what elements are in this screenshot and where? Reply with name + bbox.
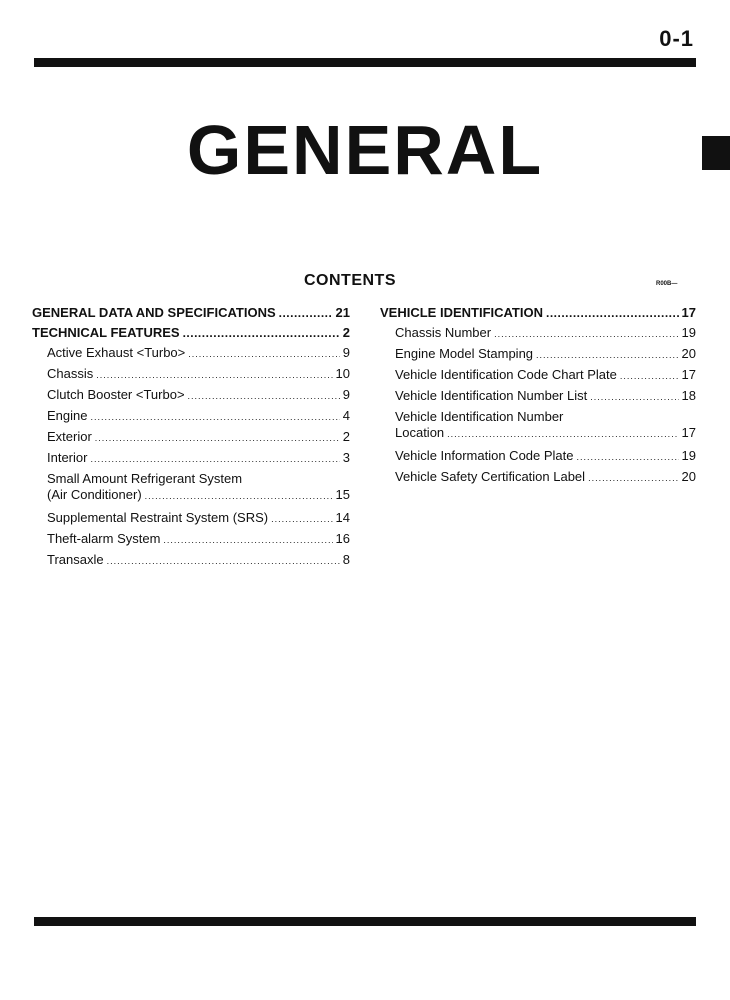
toc-entry[interactable] <box>380 467 696 488</box>
toc-page: 20 <box>681 469 696 484</box>
dot-leader <box>90 407 339 427</box>
dot-leader <box>95 428 340 448</box>
toc-entry[interactable] <box>32 487 350 504</box>
toc-label: GENERAL DATA AND SPECIFICATIONS <box>32 305 276 320</box>
dot-leader <box>188 344 340 364</box>
toc-entry[interactable] <box>32 364 350 385</box>
contents-left-column <box>32 303 350 571</box>
toc-page: 18 <box>681 388 696 403</box>
dot-leader <box>145 488 333 504</box>
toc-entry[interactable] <box>32 550 350 571</box>
toc-page: 3 <box>342 450 350 465</box>
toc-page: 19 <box>681 448 696 463</box>
toc-page: 21 <box>335 305 350 320</box>
toc-label: Active Exhaust <Turbo> <box>47 345 186 360</box>
toc-entry-vehicle-identification[interactable] <box>380 303 696 323</box>
dot-leader <box>279 303 333 323</box>
dot-leader <box>588 468 678 488</box>
dot-leader <box>546 303 679 323</box>
toc-page: 2 <box>342 325 350 340</box>
toc-page: 9 <box>342 387 350 402</box>
top-rule <box>34 58 696 67</box>
toc-page: 8 <box>342 552 350 567</box>
dot-leader <box>163 530 332 550</box>
toc-label: Interior <box>47 450 88 465</box>
reference-code: R00B— <box>656 281 678 287</box>
toc-label-line1[interactable]: Vehicle Identification Number <box>395 409 564 424</box>
toc-entry[interactable] <box>380 425 696 442</box>
dot-leader <box>494 324 678 344</box>
toc-entry[interactable] <box>380 344 696 365</box>
toc-page: 10 <box>335 366 350 381</box>
toc-label: Vehicle Information Code Plate <box>395 448 574 463</box>
dot-leader <box>590 387 678 407</box>
dot-leader <box>271 509 332 529</box>
toc-page: 17 <box>681 367 696 382</box>
toc-label: Theft-alarm System <box>47 531 161 546</box>
contents-heading: CONTENTS <box>304 272 396 289</box>
toc-entry[interactable] <box>32 508 350 529</box>
toc-page: 16 <box>335 531 350 546</box>
toc-entry[interactable] <box>380 365 696 386</box>
toc-entry[interactable] <box>380 323 696 344</box>
dot-leader <box>447 426 678 442</box>
toc-label: Vehicle Identification Number List <box>395 388 588 403</box>
section-title: GENERAL <box>186 111 544 189</box>
toc-page: 9 <box>342 345 350 360</box>
dot-leader <box>96 365 332 385</box>
toc-entry[interactable] <box>32 343 350 364</box>
dot-leader <box>90 449 339 469</box>
toc-label: VEHICLE IDENTIFICATION <box>380 305 543 320</box>
toc-page: 17 <box>681 425 696 440</box>
dot-leader <box>183 323 340 343</box>
toc-page: 19 <box>681 325 696 340</box>
page-number: 0-1 <box>659 26 694 51</box>
toc-label-line1[interactable]: Small Amount Refrigerant System <box>47 471 243 486</box>
toc-entry[interactable] <box>32 385 350 406</box>
toc-entry[interactable] <box>380 386 696 407</box>
toc-entry[interactable] <box>32 406 350 427</box>
dot-leader <box>107 551 340 571</box>
toc-label: TECHNICAL FEATURES <box>32 325 180 340</box>
toc-page: 17 <box>681 305 696 320</box>
dot-leader <box>620 366 679 386</box>
toc-entry[interactable] <box>32 529 350 550</box>
toc-entry-technical-features[interactable] <box>32 323 350 343</box>
toc-entry[interactable] <box>380 446 696 467</box>
dot-leader <box>188 386 340 406</box>
dot-leader <box>577 447 679 467</box>
contents-right-column <box>380 303 696 488</box>
toc-label: Engine Model Stamping <box>395 346 534 361</box>
toc-page: 15 <box>335 487 350 502</box>
toc-label: Chassis Number <box>395 325 492 340</box>
toc-label: Clutch Booster <Turbo> <box>47 387 185 402</box>
toc-label-line2: (Air Conditioner) <box>47 487 142 502</box>
toc-page: 4 <box>342 408 350 423</box>
bottom-rule <box>34 917 696 926</box>
toc-page: 20 <box>681 346 696 361</box>
toc-label: Vehicle Identification Code Chart Plate <box>395 367 617 382</box>
dot-leader <box>536 345 679 365</box>
toc-page: 2 <box>342 429 350 444</box>
toc-entry[interactable] <box>32 427 350 448</box>
toc-label: Vehicle Safety Certification Label <box>395 469 586 484</box>
toc-label: Transaxle <box>47 552 104 567</box>
toc-label: Supplemental Restraint System (SRS) <box>47 510 269 525</box>
toc-page: 14 <box>335 510 350 525</box>
toc-label: Engine <box>47 408 88 423</box>
toc-label: Chassis <box>47 366 94 381</box>
toc-entry[interactable] <box>32 448 350 469</box>
toc-entry-general-data[interactable] <box>32 303 350 323</box>
toc-label: Exterior <box>47 429 92 444</box>
toc-label-line2: Location <box>395 425 445 440</box>
